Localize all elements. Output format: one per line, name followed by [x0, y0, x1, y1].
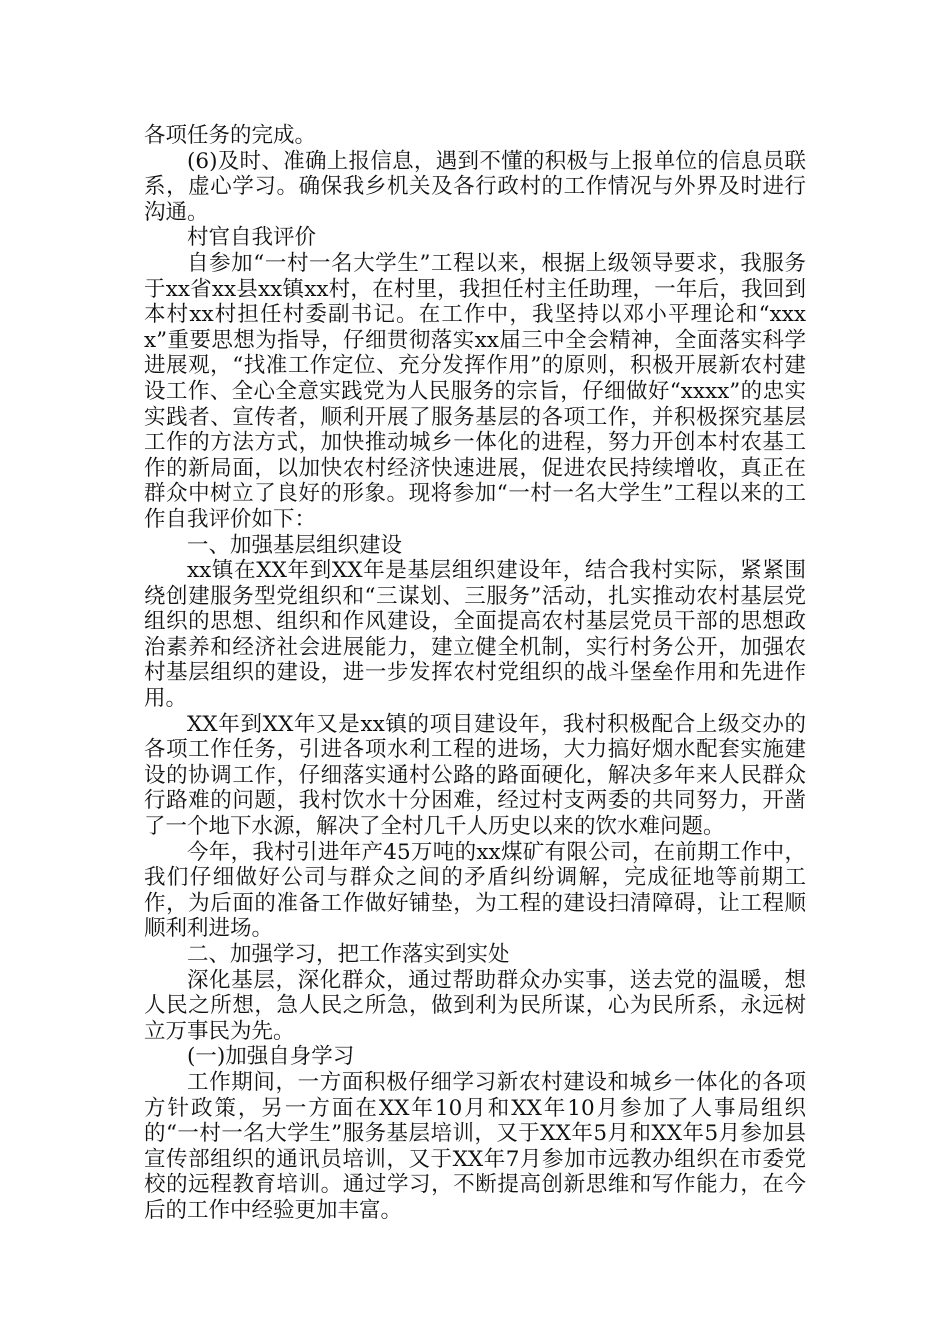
paragraph-coal-mine: 今年，我村引进年产45万吨的xx煤矿有限公司，在前期工作中，我们仔细做好公司与群众之间的矛盾纠纷调解，完成征地等前期工作，为后面的准备工作做好铺垫，为工程的建设扫清障碍，让工程顺顺利利进场。: [144, 839, 806, 942]
paragraph-training: 工作期间，一方面积极仔细学习新农村建设和城乡一体化的各项方针政策，另一方面在XX年10月和XX年10月参加了人事局组织的“一村一名大学生”服务基层培训，又于XX年5月和XX年5月参加县宣传部组织的通讯员培训，又于XX年7月参加市远教办组织在市委党校的远程教育培训。通过学习，不断提高创新思维和写作能力，在今后的工作中经验更加丰富。: [144, 1069, 806, 1223]
paragraph-2: (6)及时、准确上报信息，遇到不懂的积极与上报单位的信息员联系，虚心学习。确保我乡机关及各行政村的工作情况与外界及时进行沟通。: [144, 148, 806, 225]
document-page: [144, 123, 806, 1224]
heading-organization: 一、加强基层组织建设: [187, 532, 403, 558]
paragraph-projects: XX年到XX年又是xx镇的项目建设年，我村积极配合上级交办的各项工作任务，引进各项水利工程的进场，大力搞好烟水配套实施建设的协调工作，仔细落实通村公路的路面硬化，解决多年来人民群众行路难的问题，我村饮水十分困难，经过村支两委的共同努力，开凿了一个地下水源，解决了全村几千人历史以来的饮水难问题。: [144, 711, 806, 840]
paragraph-organization: xx镇在XX年到XX年是基层组织建设年，结合我村实际，紧紧围绕创建服务型党组织和“三谋划、三服务”活动，扎实推动农村基层党组织的思想、组织和作风建设，全面提高农村基层党员干部的思想政治素养和经济社会进展能力，建立健全机制，实行村务公开，加强农村基层组织的建设，进一步发挥农村党组织的战斗堡垒作用和先进作用。: [144, 558, 806, 712]
paragraph-grassroots: 深化基层，深化群众，通过帮助群众办实事，送去党的温暖，想人民之所想，急人民之所急，做到利为民所谋，心为民所系，永远树立万事民为先。: [144, 967, 806, 1044]
heading-study: 二、加强学习，把工作落实到实处: [187, 942, 510, 967]
paragraph-intro: 自参加“一村一名大学生”工程以来，根据上级领导要求，我服务于xx省xx县xx镇xx村，在村里，我担任村主任助理，一年后，我回到本村xx村担任村委副书记。在工作中，我坚持以邓小平理论和“xxxx”重要思想为指导，仔细贯彻落实xx届三中全会精神，全面落实科学进展观，“找准工作定位、充分发挥作用”的原则，积极开展新农村建设工作、全心全意实践党为人民服务的宗旨，仔细做好“xxxx”的忠实实践者、宣传者，顺利开展了服务基层的各项工作，并积极探究基层工作的方法方式，加快推动城乡一体化的进程，努力开创本村农基工作的新局面，以加快农村经济快速进展，促进农民持续增收，真正在群众中树立了良好的形象。现将参加“一村一名大学生”工程以来的工作自我评价如下：: [144, 250, 806, 532]
section-title-self-evaluation: 村官自我评价: [187, 225, 317, 251]
heading-self-study: (一)加强自身学习: [187, 1044, 355, 1070]
paragraph-1: 各项任务的完成。: [144, 123, 317, 148]
